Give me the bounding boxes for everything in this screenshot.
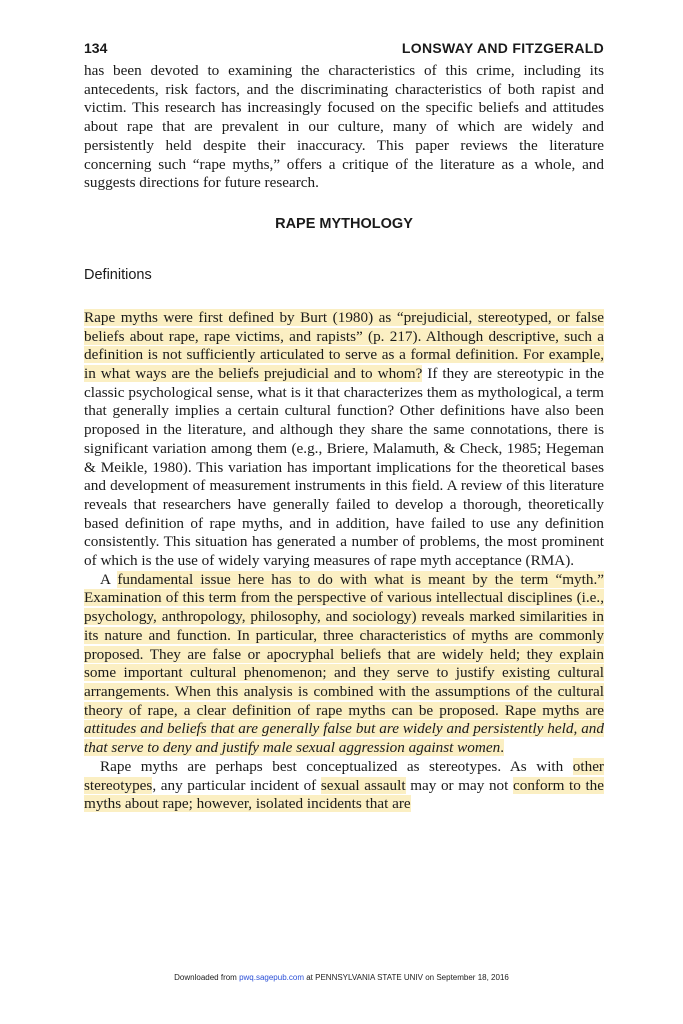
- paragraph-text: If they are stereotypic in the classic psychological sense, what is it that characterizes them as mythological, a term that generally implies a certain cultural function? Other definitions have also been proposed in the literature, and although they share the same connotations, there is significant variation among them (e.g., Briere, Malamuth, & Check, 1985; Hegeman & Meikle, 1980). This variation has important implications for the theoretical bases and development of measurement instruments in this field. A review of this literature reveals that researchers have generally failed to develop a thorough, theoretically based definition of rape myths, and in addition, have failed to use any definition consistently. This situation has generated a number of problems, the most prominent of which is the use of widely varying measures of rape myth acceptance (RMA).: [84, 365, 604, 570]
- highlighted-text: .: [500, 739, 504, 757]
- running-head-authors: LONSWAY AND FITZGERALD: [401, 40, 604, 56]
- running-header: [84, 40, 604, 60]
- section-title: RAPE MYTHOLOGY: [275, 215, 413, 232]
- highlighted-text: fundamental issue here has to do with what is meant by the term “myth.” Examination of this term from the perspective of various intellectual disciplines (i.e., psychology, anthropology, philosophy, and sociology) reveals marked similarities in its nature and function. In particular, three characteristics of myths are commonly proposed. They are false or apocryphal beliefs that are widely held; they explain some important cultural phenomenon; and they serve to justify existing cultural arrangements. When this analysis is combined with the assumptions of the cultural theory of rape, a clear definition of rape myths can be proposed. Rape myths are: [84, 570, 604, 719]
- subsection-title: Definitions: [84, 266, 152, 283]
- paragraph-text: , any particular incident of: [152, 776, 321, 794]
- paragraph-text: may or may not: [405, 776, 513, 794]
- paragraph-text: Rape myths are perhaps best conceptualized as stereotypes. As with: [100, 757, 573, 775]
- download-footer: [0, 973, 683, 982]
- myth-paragraph: [84, 571, 604, 758]
- paragraph-text: A: [100, 570, 118, 588]
- highlighted-text: sexual assault: [320, 776, 406, 794]
- footer-suffix: at PENNSYLVANIA STATE UNIV on September 18, 2016: [304, 973, 509, 982]
- footer-prefix: Downloaded from: [174, 973, 240, 982]
- highlighted-text: other stereotypes: [84, 757, 604, 794]
- definition-paragraph: [84, 309, 604, 571]
- page-number: 134: [84, 40, 108, 56]
- document-page: [84, 40, 604, 814]
- highlighted-text: conform to the myths about rape; however, isolated incidents that are: [84, 776, 605, 813]
- stereotype-paragraph: [84, 758, 604, 814]
- highlighted-text: Rape myths were first defined by Burt (1980) as “prejudicial, stereotyped, or false beliefs about rape, rape victims, and rapists” (p. 217). Although descriptive, such a definition is not sufficiently articulated to serve as a formal definition. For example, in what ways are the beliefs prejudicial and to whom?: [84, 308, 604, 383]
- footer-link[interactable]: pwq.sagepub.com: [239, 973, 304, 982]
- highlighted-italic-definition: attitudes and beliefs that are generally false but are widely and persistently held, and that serve to deny and justify male sexual aggression against women: [84, 720, 604, 757]
- intro-paragraph: has been devoted to examining the characteristics of this crime, including its antecedents, risk factors, and the discriminating characteristics of both rapist and victim. This research has increasingly focused on the specific beliefs and attitudes about rape that are prevalent in our culture, many of which are widely and persistently held despite their inaccuracy. This paper reviews the literature concerning such “rape myths,” offers a critique of the literature as a whole, and suggests directions for future research.: [84, 62, 604, 192]
